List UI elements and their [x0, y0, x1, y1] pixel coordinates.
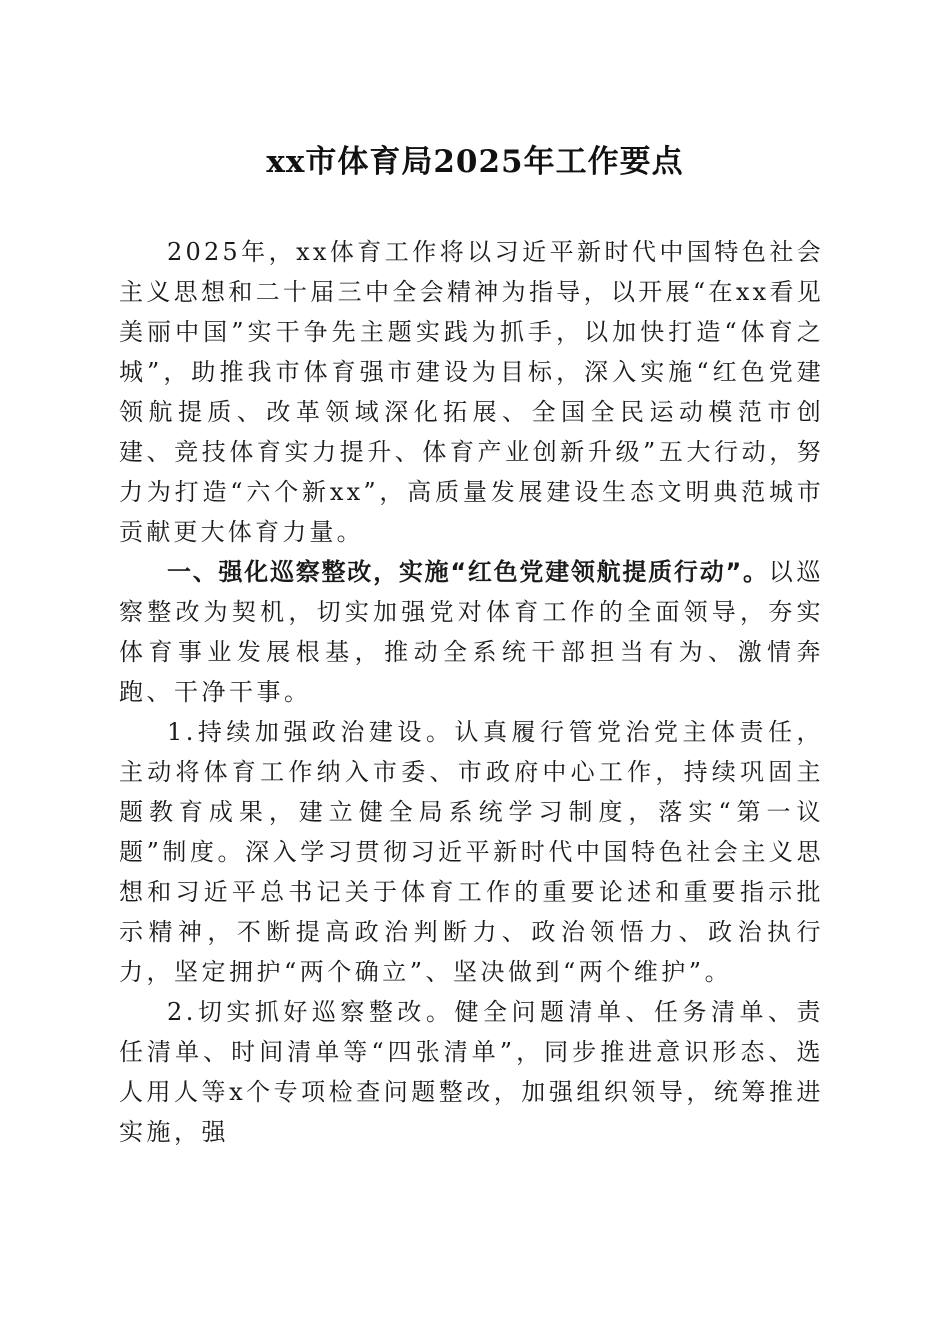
intro-paragraph: 2025年，xx体育工作将以习近平新时代中国特色社会主义思想和二十届三中全会精神为指导，以开展“在xx看见美丽中国”实干争先主题实践为抓手，以加快打造“体育之城”，助推我市体育强市建设为目标，深入实施“红色党建领航提质、改革领域深化拓展、全国全民运动模范市创建、竞技体育实力提升、体育产业创新升级”五大行动，努力为打造“六个新xx”，高质量发展建设生态文明典范城市贡献更大体育力量。: [119, 238, 824, 546]
section-1-text: 以巡察整改为契机，切实加强党对体育工作的全面领导，夯实体育事业发展根基，推动全系统干部担当有为、激情奔跑、干净干事。: [119, 558, 825, 706]
item-2-paragraph: 2.切实抓好巡察整改。健全问题清单、任务清单、责任清单、时间清单等“四张清单”，同步推进意识形态、选人用人等x个专项检查问题整改，加强组织领导，统筹推进实施，强: [119, 998, 824, 1146]
section-1-paragraph: [119, 552, 824, 712]
item-1-paragraph: 1.持续加强政治建设。认真履行管党治党主体责任，主动将体育工作纳入市委、市政府中心工作，持续巩固主题教育成果，建立健全局系统学习制度，落实“第一议题”制度。深入学习贯彻习近平新时代中国特色社会主义思想和习近平总书记关于体育工作的重要论述和重要指示批示精神，不断提高政治判断力、政治领悟力、政治执行力，坚定拥护“两个确立”、坚决做到“两个维护”。: [119, 718, 824, 986]
document-body: [119, 232, 824, 1152]
section-1-heading: 一、强化巡察整改，实施“红色党建领航提质行动”。: [167, 558, 769, 586]
document-title: xx市体育局2025年工作要点: [266, 144, 684, 180]
